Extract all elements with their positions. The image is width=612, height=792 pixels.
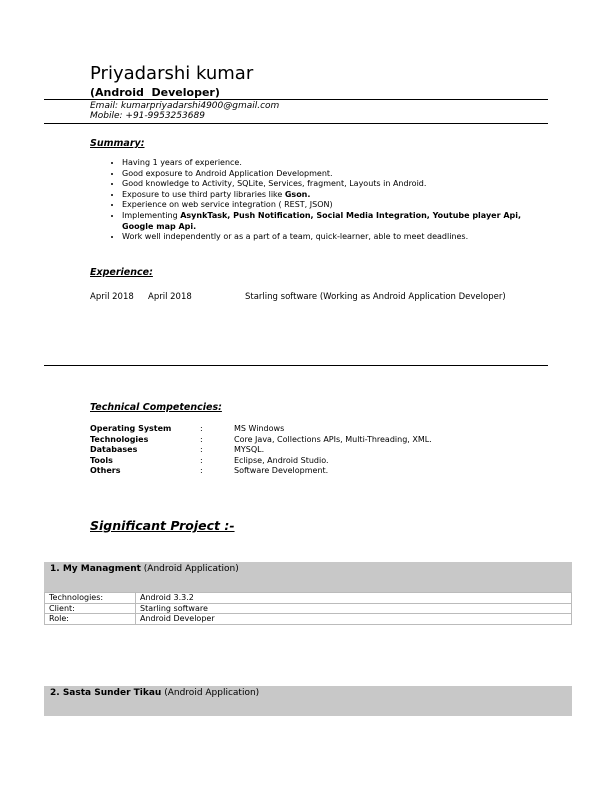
project-1-title: 1. My Managment bbox=[50, 564, 141, 574]
experience-divider bbox=[44, 365, 548, 366]
experience-to: April 2018 bbox=[148, 292, 192, 302]
experience-description: Starling software (Working as Android Application Developer) bbox=[245, 292, 506, 302]
experience-from: April 2018 bbox=[90, 292, 134, 302]
project-detail-label: Technologies: bbox=[45, 593, 136, 604]
technical-table bbox=[90, 424, 432, 477]
summary-item-text: Exposure to use third party libraries like bbox=[122, 189, 285, 199]
technical-key: Tools bbox=[90, 455, 113, 465]
project-2-title-line bbox=[50, 688, 259, 698]
technical-row bbox=[90, 445, 432, 456]
email-line: Email: kumarpriyadarshi4900@gmail.com bbox=[90, 101, 280, 111]
technical-sep: : bbox=[200, 445, 203, 454]
summary-item-text: Implementing bbox=[122, 210, 181, 220]
summary-heading: Summary: bbox=[90, 138, 145, 149]
technical-row bbox=[90, 456, 432, 467]
technical-value: Core Java, Collections APIs, Multi-Threading, XML. bbox=[234, 434, 432, 444]
technical-sep: : bbox=[200, 455, 203, 465]
project-detail-row bbox=[45, 593, 572, 604]
technical-value: Software Development. bbox=[234, 466, 329, 475]
technical-row bbox=[90, 435, 432, 446]
header-divider-bottom bbox=[44, 123, 548, 124]
project-detail-value: Starling software bbox=[136, 603, 572, 614]
candidate-role: (Android Developer) bbox=[90, 86, 220, 99]
summary-item-bold: AsynkTask, Push Notification, Social Media Integration, Youtube player Api, Google map Api. bbox=[122, 210, 522, 231]
summary-item: • Good knowledge to Activity, SQLite, Services, fragment, Layouts in Android. bbox=[122, 179, 542, 190]
technical-value: MYSQL. bbox=[234, 445, 265, 454]
technical-sep: : bbox=[200, 466, 203, 475]
project-1-subtitle: (Android Application) bbox=[143, 564, 239, 574]
project-detail-row bbox=[45, 614, 572, 625]
technical-row bbox=[90, 466, 432, 477]
project-detail-row bbox=[45, 603, 572, 614]
summary-item bbox=[122, 211, 542, 232]
technical-value: Eclipse, Android Studio. bbox=[234, 455, 329, 465]
summary-item: • Good exposure to Android Application Development. bbox=[122, 169, 542, 180]
candidate-name: Priyadarshi kumar bbox=[90, 63, 254, 84]
technical-value: MS Windows bbox=[234, 424, 285, 433]
technical-sep: : bbox=[200, 434, 203, 444]
technical-key: Databases bbox=[90, 445, 138, 454]
header-divider-top bbox=[44, 99, 548, 100]
project-detail-value: Android Developer bbox=[136, 614, 572, 625]
project-1-title-line bbox=[50, 564, 239, 574]
technical-key: Others bbox=[90, 466, 121, 475]
project-2-subtitle: (Android Application) bbox=[164, 688, 260, 698]
summary-item: • Having 1 years of experience. bbox=[122, 158, 542, 169]
technical-row bbox=[90, 424, 432, 435]
summary-item: • Experience on web service integration ( REST, JSON) bbox=[122, 200, 542, 211]
summary-item: • Work well independently or as a part of a team, quick-learner, able to meet deadlines. bbox=[122, 232, 542, 243]
summary-item-bold: Gson. bbox=[284, 189, 311, 199]
experience-heading: Experience: bbox=[90, 267, 153, 278]
technical-sep: : bbox=[200, 424, 203, 433]
projects-heading: Significant Project :- bbox=[90, 518, 235, 533]
mobile-line: Mobile: +91-9953253689 bbox=[90, 111, 205, 121]
summary-item bbox=[122, 190, 542, 201]
technical-heading: Technical Competencies: bbox=[90, 402, 222, 413]
project-detail-label: Client: bbox=[45, 603, 136, 614]
summary-list bbox=[110, 158, 542, 243]
technical-key: Operating System bbox=[90, 424, 172, 433]
technical-key: Technologies bbox=[90, 434, 149, 444]
project-detail-value: Android 3.3.2 bbox=[136, 593, 572, 604]
project-2-title: 2. Sasta Sunder Tikau bbox=[50, 688, 162, 698]
project-detail-label: Role: bbox=[45, 614, 136, 625]
project-1-details bbox=[44, 592, 572, 625]
